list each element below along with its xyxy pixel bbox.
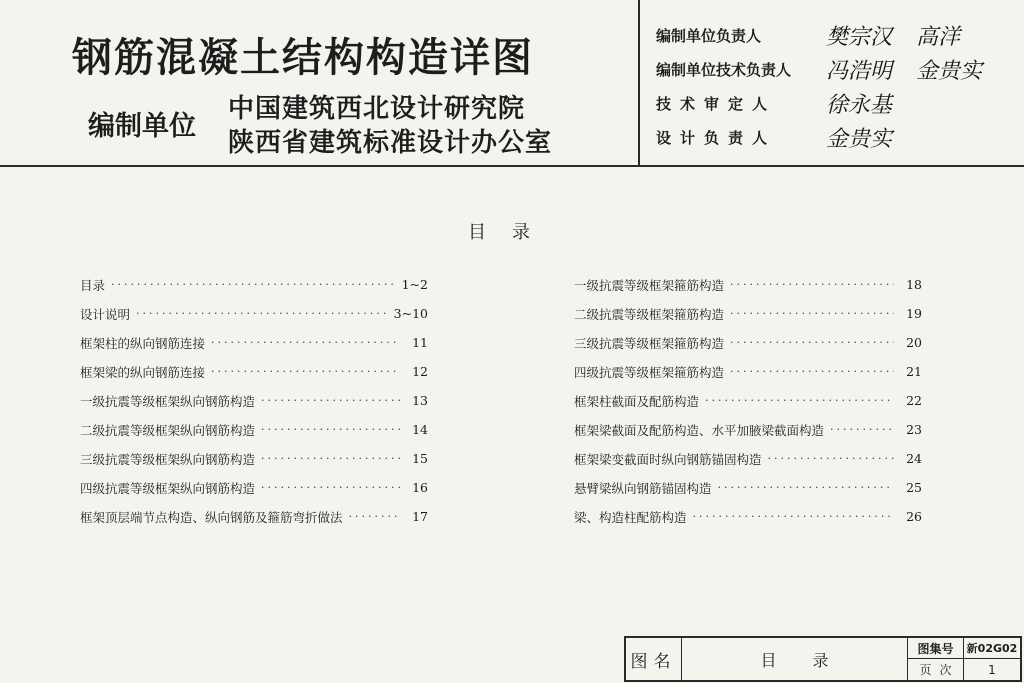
contents-column-left	[80, 270, 428, 531]
signature-row-tech-head	[656, 56, 1016, 82]
toc-entry-page: 17	[412, 509, 428, 524]
toc-entry-text: 框架顶层端节点构造、纵向钢筋及箍筋弯折做法	[80, 509, 343, 525]
toc-entry-text: 框架梁变截面时纵向钢筋锚固构造	[574, 451, 762, 467]
leader-dots	[693, 510, 894, 523]
compiler-label: 编制单位	[88, 111, 196, 142]
leader-dots	[261, 394, 400, 407]
signature-row-reviewer	[656, 90, 1016, 116]
toc-entry	[574, 502, 922, 531]
toc-entry-page: 24	[906, 451, 922, 466]
toc-entry-page: 1~2	[401, 277, 428, 292]
toc-entry	[574, 386, 922, 415]
toc-entry	[574, 299, 922, 328]
toc-entry-page: 3~10	[393, 306, 428, 321]
toc-entry	[574, 270, 922, 299]
toc-entry-page: 18	[906, 277, 922, 292]
toc-entry	[80, 502, 428, 531]
toc-entry	[574, 473, 922, 502]
leader-dots	[261, 452, 400, 465]
toc-entry-text: 设计说明	[80, 306, 131, 322]
toc-entry-text: 梁、构造柱配筋构造	[574, 509, 687, 525]
toc-entry	[80, 473, 428, 502]
leader-dots	[730, 336, 894, 349]
leader-dots	[705, 394, 894, 407]
drawing-set-title: 钢筋混凝土结构构造详图	[72, 35, 534, 81]
leader-dots	[261, 481, 400, 494]
toc-entry-text: 框架梁截面及配筋构造、水平加腋梁截面构造	[574, 422, 825, 438]
toc-entry-page: 15	[412, 451, 428, 466]
toc-entry-page: 19	[906, 306, 922, 321]
handwritten-signature: 金贵实	[826, 126, 893, 152]
leader-dots	[211, 336, 400, 349]
handwritten-signature: 徐永基	[826, 92, 893, 118]
toc-entry-page: 11	[412, 335, 428, 350]
toc-entry	[80, 328, 428, 357]
toc-entry-text: 二级抗震等级框架纵向钢筋构造	[80, 422, 256, 438]
toc-entry-page: 25	[906, 480, 922, 495]
atlas-number-label: 图集号	[908, 638, 964, 659]
toc-entry	[574, 444, 922, 473]
toc-entry	[574, 328, 922, 357]
leader-dots	[768, 452, 894, 465]
toc-entry-text: 悬臂梁纵向钢筋锚固构造	[574, 480, 712, 496]
leader-dots	[730, 278, 894, 291]
leader-dots	[730, 307, 894, 320]
handwritten-signature: 樊宗汉	[826, 24, 893, 50]
toc-entry-page: 14	[412, 422, 428, 437]
organization-2: 陕西省建筑标准设计办公室	[228, 128, 553, 158]
toc-entry-page: 16	[412, 480, 428, 495]
signature-role: 编制单位负责人	[656, 26, 762, 45]
handwritten-signature: 冯浩明	[826, 58, 893, 84]
toc-entry	[574, 357, 922, 386]
leader-dots	[111, 278, 396, 291]
title-block	[624, 636, 1022, 682]
organization-1: 中国建筑西北设计研究院	[228, 94, 526, 124]
toc-entry	[80, 357, 428, 386]
signature-row-unit-head	[656, 22, 1016, 48]
page-number-label: 页次	[908, 659, 964, 680]
signature-role: 编制单位技术负责人	[656, 60, 792, 79]
header-block	[0, 0, 1024, 167]
toc-entry	[80, 415, 428, 444]
toc-entry-text: 二级抗震等级框架箍筋构造	[574, 306, 725, 322]
drawing-name: 目录	[682, 638, 908, 680]
leader-dots	[830, 423, 894, 436]
contents-heading: 目录	[468, 222, 556, 243]
drawing-name-label: 图名	[626, 638, 682, 680]
toc-entry-page: 13	[412, 393, 428, 408]
toc-entry	[80, 386, 428, 415]
contents-column-right	[574, 270, 922, 531]
toc-entry-text: 四级抗震等级框架箍筋构造	[574, 364, 725, 380]
toc-entry-text: 三级抗震等级框架纵向钢筋构造	[80, 451, 256, 467]
leader-dots	[136, 307, 388, 320]
toc-entry-text: 一级抗震等级框架箍筋构造	[574, 277, 725, 293]
toc-entry-page: 12	[412, 364, 428, 379]
toc-entry-text: 目录	[80, 277, 106, 293]
handwritten-signature: 金贵实	[916, 58, 983, 84]
atlas-number: 新02G02	[964, 638, 1020, 659]
toc-entry-page: 23	[906, 422, 922, 437]
leader-dots	[211, 365, 400, 378]
toc-entry	[80, 299, 428, 328]
toc-entry-page: 20	[906, 335, 922, 350]
toc-entry-text: 三级抗震等级框架箍筋构造	[574, 335, 725, 351]
toc-entry	[80, 444, 428, 473]
page-number: 1	[988, 662, 996, 677]
leader-dots	[261, 423, 400, 436]
toc-entry-text: 框架柱的纵向钢筋连接	[80, 335, 206, 351]
toc-entry-text: 四级抗震等级框架纵向钢筋构造	[80, 480, 256, 496]
toc-entry-page: 26	[906, 509, 922, 524]
toc-entry-text: 框架梁的纵向钢筋连接	[80, 364, 206, 380]
toc-entry-text: 框架柱截面及配筋构造	[574, 393, 700, 409]
toc-entry-text: 一级抗震等级框架纵向钢筋构造	[80, 393, 256, 409]
toc-entry	[80, 270, 428, 299]
signature-panel	[638, 0, 1024, 165]
toc-entry	[574, 415, 922, 444]
signature-role: 设计负责人	[656, 128, 777, 147]
leader-dots	[730, 365, 894, 378]
toc-entry-page: 22	[906, 393, 922, 408]
leader-dots	[718, 481, 894, 494]
toc-entry-page: 21	[906, 364, 922, 379]
leader-dots	[349, 510, 400, 523]
signature-role: 技术审定人	[656, 94, 777, 113]
signature-row-design-lead	[656, 124, 1016, 150]
handwritten-signature: 高洋	[916, 24, 961, 50]
